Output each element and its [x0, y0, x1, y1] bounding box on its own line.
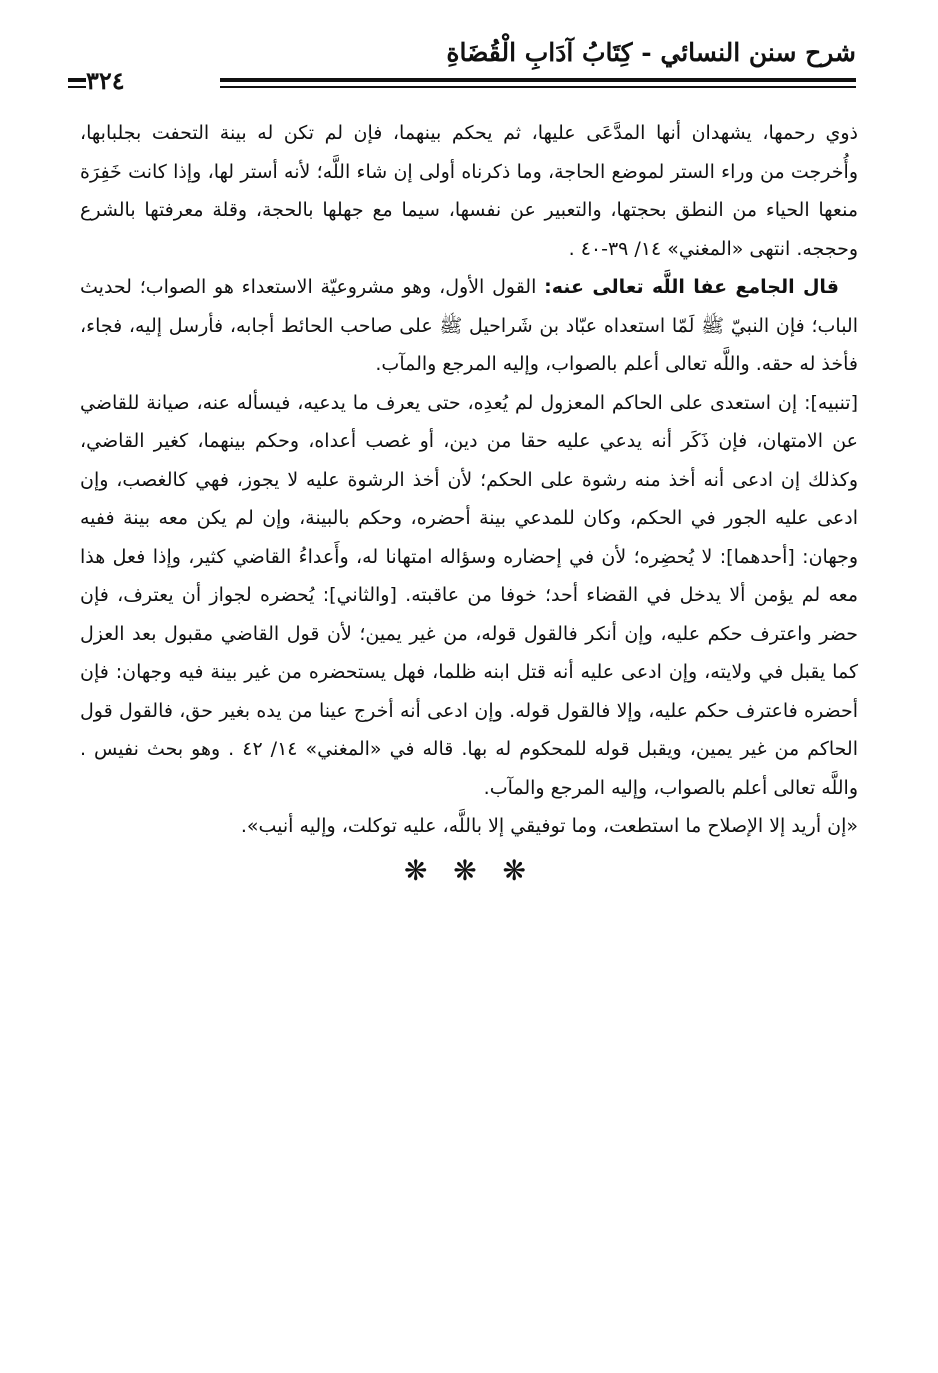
paragraph-jami-opinion	[80, 268, 858, 384]
header-rule-thin	[220, 86, 856, 88]
paragraph-text: القول الأول، وهو مشروعيّة الاستعداء هو الصواب؛ لحديث الباب؛ فإن النبيّ ﷺ لَمّا استعداه عبّاد بن شَراحيل ﷺ على صاحب الحائط أجابه، فأرسل إليه، فجاء، فأخذ له حقه. واللَّه تعالى أعلم بالصواب، وإليه المرجع والمآب.	[80, 276, 858, 375]
paragraph-closing-verse	[80, 807, 858, 846]
paragraph-tanbih	[80, 384, 858, 808]
page-number: ٣٢٤	[86, 66, 125, 95]
header-rule-thick	[220, 78, 856, 82]
section-separator: ❋ ❋ ❋	[404, 853, 534, 887]
running-title: شرح سنن النسائي - كِتَابُ آدَابِ الْقُضَاةِ	[446, 38, 856, 67]
paragraph-text: ذوي رحمها، يشهدان أنها المدَّعَى عليها، ثم يحكم بينهما، فإن لم تكن له بينة التحفت بجلبابها، وأُخرجت من وراء الستر لموضع الحاجة، وما ذكرناه أولى إن شاء اللَّه؛ لأنه أستر لها، وإذا كانت خَفِرَة منعها الحياء من النطق بحجتها، والتعبير عن نفسها، سيما مع جهلها بالحجة، وقلة معرفتها بالشرع وحججه. انتهى «المغني» ١٤/ ٣٩-٤٠ .	[80, 122, 858, 260]
paragraph-text: [تنبيه]: إن استعدى على الحاكم المعزول لم يُعدِه، حتى يعرف ما يدعيه، فيسأله عنه، صيانة للقاضي عن الامتهان، فإن ذَكَر أنه يدعي عليه حقا من دين، أو غصب أعداه، وحكم بينهما، كغير القاضي، وكذلك إن ادعى أنه أخذ منه رشوة على الحكم؛ لأن أخذ الرشوة عليه لا يجوز، فهي كالغصب، وإن ادعى عليه الجور في الحكم، وكان للمدعي بينة أحضره، وحكم بالبينة، وإن لم يكن معه بينة ففيه وجهان: [أحدهما]: لا يُحضِره؛ لأن في إحضاره وسؤاله امتهانا له، وأَعداءُ القاضي كثير، وإذا فعل هذا معه لم يؤمن ألا يدخل في القضاء أحد؛ خوفا من عاقبته. [والثاني]: يُحضره لجواز أن يعترف، فإن حضر واعترف حكم عليه، وإن أنكر فالقول قوله، من غير يمين؛ لأن قول القاضي مقبول بعد العزل كما يقبل في ولايته، وإن ادعى عليه أنه قتل ابنه ظلما، فهل يستحضره من غير بينة فيه وجهان: فإن أحضره فاعترف حكم عليه، وإلا فالقول قوله. وإن ادعى أنه أخرج عينا من يده بغير حق، فالقول قول الحاكم من غير يمين، ويقبل قوله للمحكوم له بها. قاله في «المغني» ١٤/ ٤٢ . وهو بحث نفيس . واللَّه تعالى أعلم بالصواب، وإليه المرجع والمآب.	[80, 391, 858, 799]
paragraph-text: «إن أريد إلا الإصلاح ما استطعت، وما توفيقي إلا باللَّه، عليه توكلت، وإليه أنيب».	[240, 815, 858, 837]
paragraph-quote-end	[80, 114, 858, 268]
header-rule-left-thick	[68, 78, 86, 82]
paragraph-lead: قال الجامع عفا اللَّه تعالى عنه:	[544, 276, 839, 298]
page-header	[68, 38, 856, 98]
main-text	[80, 114, 858, 890]
header-rule-left-thin	[68, 86, 86, 88]
